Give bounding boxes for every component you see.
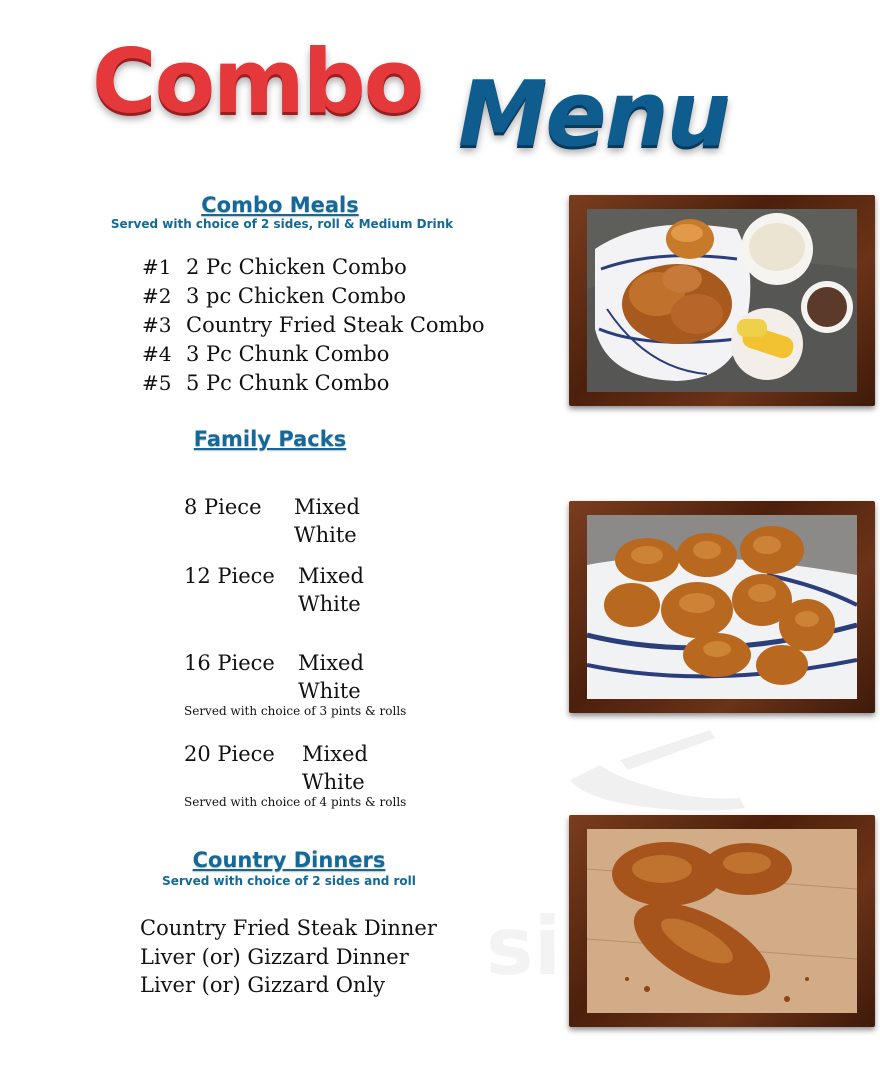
watermark: si [486, 900, 562, 993]
pack-option-white: White [298, 592, 361, 616]
combo-name: 3 pc Chicken Combo [186, 284, 407, 308]
dinner-item: Country Fried Steak Dinner [140, 916, 437, 940]
dinner-item: Liver (or) Gizzard Dinner [140, 944, 409, 969]
combo-number: #2 [142, 284, 172, 308]
pack-option-mixed: Mixed [298, 651, 364, 675]
family-packs-title: Family Packs [193, 427, 347, 451]
pack-option-white: White [302, 770, 365, 794]
dinner-item: Liver (or) Gizzard Only [140, 973, 386, 997]
dinner-list [140, 914, 437, 1000]
combo-name: 5 Pc Chunk Combo [186, 371, 390, 395]
pack-option-mixed: Mixed [298, 564, 364, 588]
combo-item [142, 369, 485, 398]
country-dinners-subtitle: Served with choice of 2 sides and roll [162, 874, 416, 888]
combo-name: 2 Pc Chicken Combo [186, 255, 407, 279]
combo-name: Country Fried Steak Combo [186, 313, 485, 337]
pack-option-mixed: Mixed [294, 495, 360, 519]
fried-chicken-basket-photo [587, 515, 857, 699]
fried-chicken-leg-photo [587, 829, 857, 1013]
combo-meals-title: Combo Meals [201, 193, 359, 217]
pack-option-mixed: Mixed [302, 742, 368, 766]
combo-list [142, 253, 485, 398]
pack-size: 12 Piece [184, 564, 275, 588]
combo-item [142, 253, 485, 282]
pack-size: 20 Piece [184, 742, 275, 766]
pack-option-white: White [294, 523, 357, 547]
combo-item [142, 340, 485, 369]
photo-frame-leg [569, 815, 875, 1027]
combo-name: 3 Pc Chunk Combo [186, 342, 390, 366]
photo-frame-basket [569, 501, 875, 713]
pack-size: 8 Piece [184, 495, 262, 519]
chicken-combo-photo [587, 209, 857, 392]
combo-item [142, 282, 485, 311]
pack-size: 16 Piece [184, 651, 275, 675]
title-combo: Combo [92, 30, 423, 133]
combo-item [142, 311, 485, 340]
pack-note: Served with choice of 3 pints & rolls [184, 704, 407, 718]
combo-number: #4 [142, 342, 172, 366]
country-dinners-title: Country Dinners [192, 848, 386, 872]
combo-meals-subtitle: Served with choice of 2 sides, roll & Medium Drink [110, 217, 454, 231]
combo-number: #5 [142, 371, 172, 395]
photo-frame-combo [569, 195, 875, 406]
pack-note: Served with choice of 4 pints & rolls [184, 795, 407, 809]
pack-option-white: White [298, 679, 361, 703]
fork-watermark-icon [560, 720, 750, 820]
combo-number: #3 [142, 313, 172, 337]
title-menu: Menu [458, 62, 729, 167]
combo-number: #1 [142, 255, 172, 279]
